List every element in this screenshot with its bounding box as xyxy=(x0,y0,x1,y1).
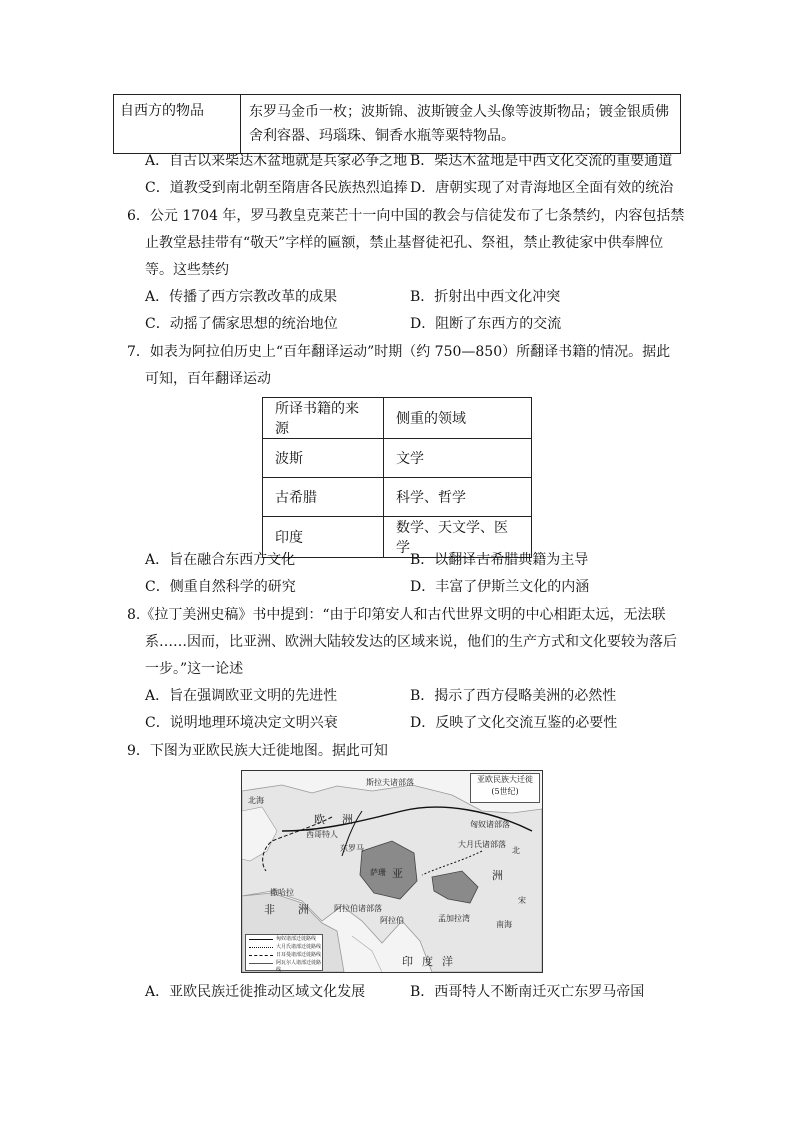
table-row xyxy=(263,439,532,478)
map-label-asia-ya: 亚 xyxy=(392,867,403,880)
q7-header-source: 所译书籍的来源 xyxy=(263,398,384,439)
legend-item xyxy=(249,936,321,943)
q7-cell-source: 印度 xyxy=(263,517,384,558)
map-label-song: 宋 xyxy=(518,896,526,905)
q5-option-d[interactable]: D．唐朝实现了对青海地区全面有效的统治 xyxy=(410,180,674,196)
q7-option-c[interactable]: C．侧重自然科学的研究 xyxy=(145,579,296,595)
map-label-africa-zhou: 洲 xyxy=(298,903,309,916)
q8-stem-line1: 8.《拉丁美洲史稿》书中提到：“由于印第安人和古代世界文明的中心相距太远，无法联 xyxy=(127,607,666,623)
q6-option-a[interactable]: A．传播了西方宗教改革的成果 xyxy=(145,289,338,305)
q9-option-a[interactable]: A．亚欧民族迁徙推动区域文化发展 xyxy=(145,984,366,1000)
q7-cell-field: 科学、哲学 xyxy=(384,478,532,517)
map-legend xyxy=(245,934,323,971)
map-label-south-sea: 南海 xyxy=(496,920,512,929)
q8-option-a[interactable]: A．旨在强调欧亚文明的先进性 xyxy=(145,688,338,704)
q6-option-d[interactable]: D．阻断了东西方的交流 xyxy=(410,316,562,332)
map-label-huns: 匈奴诸部落 xyxy=(470,820,510,829)
q7-cell-field: 文学 xyxy=(384,439,532,478)
legend-label: 匈奴诸部迁徙路线 xyxy=(276,936,317,942)
map-label-africa-fei: 非 xyxy=(264,903,275,916)
q5-table-content: 东罗马金币一枚；波斯锦、波斯镀金人头像等波斯物品；镀金银质佛舍利容器、玛瑙珠、铜香水瓶等粟特物品。 xyxy=(241,95,681,154)
map-label-slavs: 斯拉夫诸部落 xyxy=(366,778,414,787)
q7-option-a[interactable]: A．旨在融合东西方文化 xyxy=(145,552,296,568)
q9-option-b[interactable]: B．西哥特人不断南迁灭亡东罗马帝国 xyxy=(410,984,645,1000)
q8-stem-line3: 一步。”这一论述 xyxy=(145,661,244,677)
table-row xyxy=(263,398,532,439)
map-label-visigoths: 西哥特人 xyxy=(306,830,338,839)
legend-item xyxy=(249,952,321,959)
q7-stem-line2: 可知，百年翻译运动 xyxy=(145,371,271,387)
q5-table-label: 自西方的物品 xyxy=(114,95,241,154)
map-label-north: 北 xyxy=(512,846,520,855)
legend-label: 日耳曼诸部迁徙路线 xyxy=(276,952,322,958)
map-subtitle: (5世纪) xyxy=(491,787,519,796)
migration-map xyxy=(241,770,543,973)
map-label-asia-zhou: 洲 xyxy=(492,869,503,882)
q6-stem-line1: 6．公元 1704 年，罗马教皇克莱芒十一向中国的教会与信徒发布了七条禁约，内容包括禁 xyxy=(127,208,685,224)
table-row xyxy=(263,478,532,517)
map-label-sahara: 撒哈拉 xyxy=(270,888,294,897)
q7-option-b[interactable]: B．以翻译古希腊典籍为主导 xyxy=(410,552,589,568)
map-label-yuezhi: 大月氏诸部落 xyxy=(458,840,506,849)
map-title-box xyxy=(470,773,540,803)
q7-cell-source: 波斯 xyxy=(263,439,384,478)
q6-stem-line3: 等。这些禁约 xyxy=(145,262,229,278)
map-label-europe-ou: 欧 xyxy=(314,813,325,826)
q8-option-b[interactable]: B．揭示了西方侵略美洲的必然性 xyxy=(410,688,617,704)
q5-option-b[interactable]: B．柴达木盆地是中西文化交流的重要通道 xyxy=(410,153,673,169)
map-label-arab-tribes: 阿拉伯诸部落 xyxy=(334,904,382,913)
map-label-sasanian: 萨珊 xyxy=(370,868,386,877)
q8-option-c[interactable]: C．说明地理环境决定文明兴衰 xyxy=(145,715,338,731)
q6-option-c[interactable]: C．动摇了儒家思想的统治地位 xyxy=(145,316,338,332)
map-label-north-sea: 北海 xyxy=(248,796,264,805)
map-label-eastern-rome: 东罗马 xyxy=(340,844,364,853)
coastline-detail xyxy=(352,936,382,972)
q7-option-d[interactable]: D．丰富了伊斯兰文化的内涵 xyxy=(410,579,590,595)
q6-option-b[interactable]: B．折射出中西文化冲突 xyxy=(410,289,561,305)
q5-table xyxy=(113,94,681,154)
map-label-bay-of-bengal: 孟加拉湾 xyxy=(438,914,470,923)
legend-label: 大月氏诸部迁徙路线 xyxy=(276,944,322,950)
q5-option-a[interactable]: A．自古以来柴达木盆地就是兵家必争之地 xyxy=(145,153,408,169)
map-title: 亚欧民族大迁徙 xyxy=(477,775,533,784)
q8-option-d[interactable]: D．反映了文化交流互鉴的必要性 xyxy=(410,715,618,731)
q7-cell-source: 古希腊 xyxy=(263,478,384,517)
map-label-indian-ocean-du: 度 xyxy=(422,955,433,968)
q5-option-c[interactable]: C．道教受到南北朝至隋唐各民族热烈追捧 xyxy=(145,180,408,196)
q9-stem-line1: 9．下图为亚欧民族大迁徙地图。据此可知 xyxy=(127,743,388,759)
q7-cell-field: 数学、天文学、医学 xyxy=(384,517,532,558)
q8-stem-line2: 系……因而，比亚洲、欧洲大陆较发达的区域来说，他们的生产方式和文化要较为落后 xyxy=(145,634,677,650)
q6-stem-line2: 止教堂悬挂带有“敬天”字样的匾额，禁止基督徒祀孔、祭祖，禁止教徒家中供奉牌位 xyxy=(145,235,664,251)
map-label-arabia: 阿拉伯 xyxy=(380,916,404,925)
q7-stem-line1: 7．如表为阿拉伯历史上“百年翻译运动”时期（约 750—850）所翻译书籍的情况。据此 xyxy=(127,344,671,360)
legend-item xyxy=(249,944,321,951)
legend-label: 阿瓦尔人诸部迁徙路线 xyxy=(276,960,322,973)
q7-header-field: 侧重的领域 xyxy=(384,398,532,439)
map-label-indian-ocean-yang: 洋 xyxy=(442,955,453,968)
q7-table xyxy=(262,397,532,558)
map-label-indian-ocean-yin: 印 xyxy=(402,955,413,968)
map-label-europe-zhou: 洲 xyxy=(342,813,353,826)
legend-item xyxy=(249,960,322,973)
